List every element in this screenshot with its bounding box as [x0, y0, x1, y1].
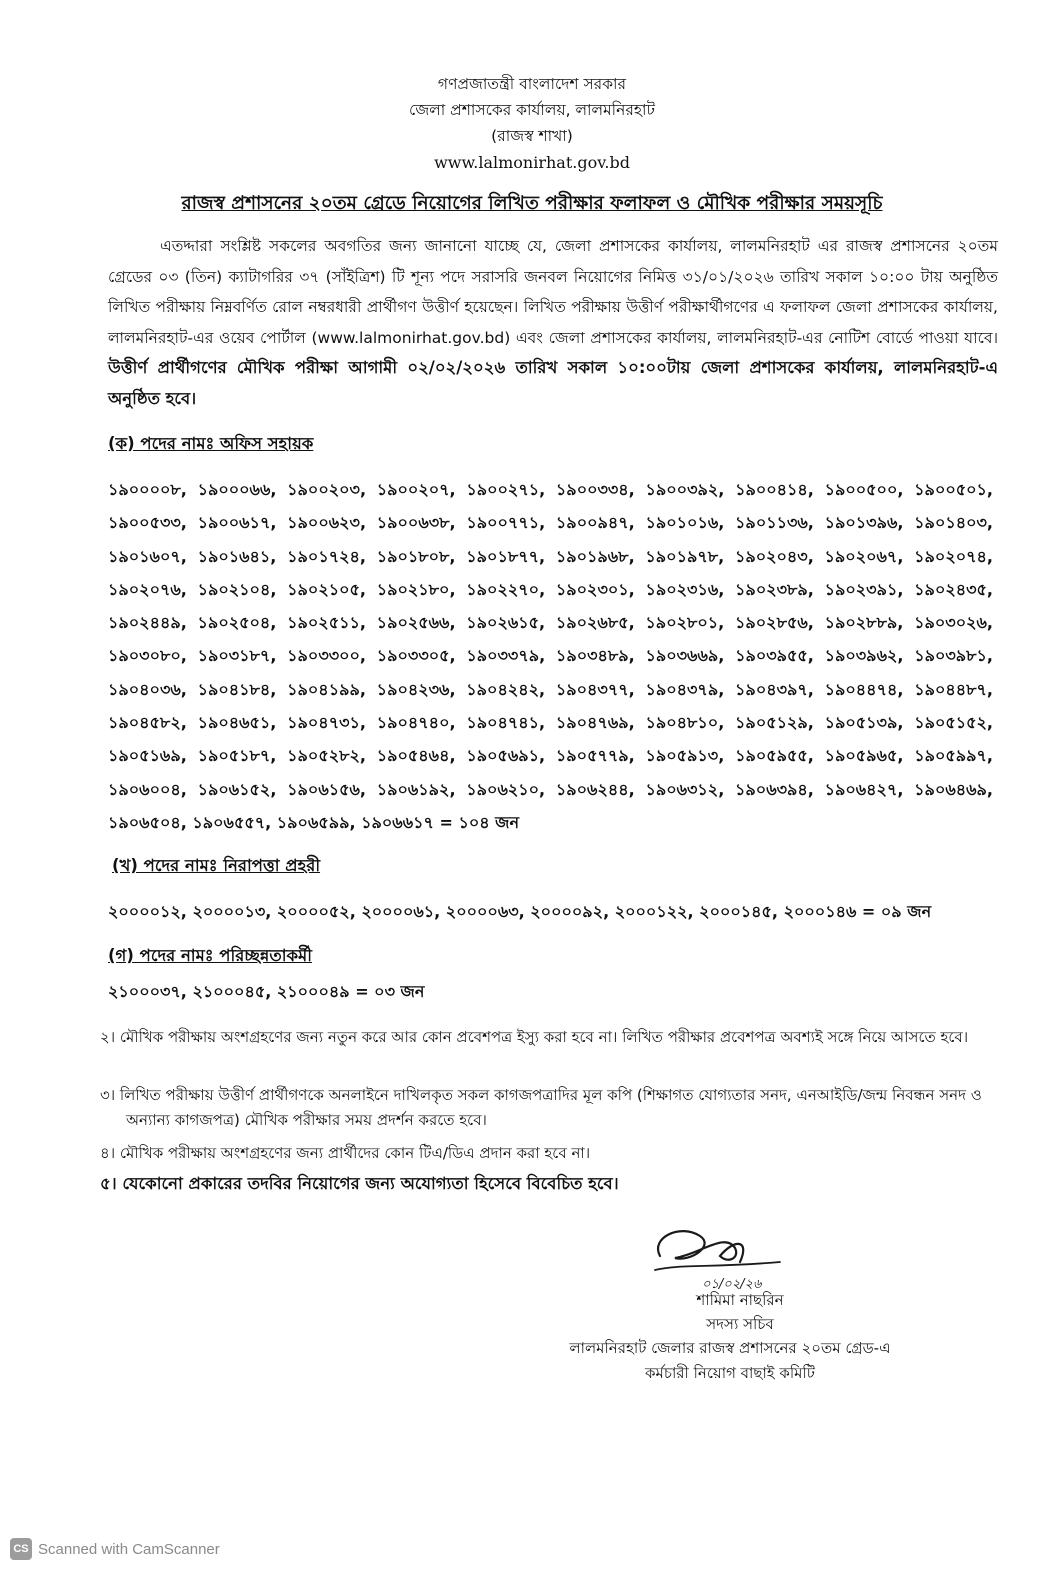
- signatory-name: শামিমা নাছরিন: [696, 1291, 784, 1309]
- note-3: ৩। লিখিত পরীক্ষায় উত্তীর্ণ প্রার্থীগণকে অনলাইনে দাখিলকৃত সকল কাগজপত্রাদির মূল কপি (শিক্ষাগত যোগ্যতার সনদ, এনআইডি/জন্ম নিবন্ধন সনদ ও অন্যান্য কাগজপত্র) মৌখিক পরীক্ষার সময় প্রদর্শন করতে হবে।: [100, 1086, 982, 1129]
- note-4: ৪। মৌখিক পরীক্ষায় অংশগ্রহণের জন্য প্রার্থীদের কোন টিএ/ডিএ প্রদান করা হবে না।: [100, 1144, 591, 1162]
- camscanner-logo-icon: CS: [10, 1538, 32, 1560]
- section-cleaner-heading: (গ) পদের নামঃ পরিচ্ছন্নতাকর্মী: [108, 946, 312, 965]
- committee-line-2: কর্মচারী নিয়োগ বাছাই কমিটি: [645, 1364, 815, 1382]
- intro-paragraph: [108, 231, 998, 414]
- note-2: ২। মৌখিক পরীক্ষায় অংশগ্রহণের জন্য নতুন করে আর কোন প্রবেশপত্র ইস্যু করা হবে না। লিখিত পরীক্ষার প্রবেশপত্র অবশ্যই সঙ্গে নিয়ে আসতে হবে।: [100, 1028, 969, 1046]
- section-security-guard-heading: (খ) পদের নামঃ নিরাপত্তা প্রহরী: [112, 856, 321, 875]
- camscanner-text: Scanned with CamScanner: [38, 1540, 220, 1558]
- section-security-guard-rolls: ২০০০০১২, ২০০০০১৩, ২০০০০৫২, ২০০০০৬১, ২০০০০৬৩, ২০০০০৯২, ২০০০১২২, ২০০০১৪৫, ২০০০১৪৬ = ০৯ জন: [108, 902, 932, 921]
- note-5: ৫। যেকোনো প্রকারের তদবির নিয়োগের জন্য অযোগ্যতা হিসেবে বিবেচিত হবে।: [100, 1174, 619, 1193]
- section-cleaner-rolls: ২১০০০৩৭, ২১০০০৪৫, ২১০০০৪৯ = ০৩ জন: [108, 982, 425, 1001]
- header-branch: (রাজস্ব শাখা): [491, 127, 573, 145]
- intro-text: এতদ্দারা সংশ্লিষ্ট সকলের অবগতির জন্য জানানো যাচ্ছে যে, জেলা প্রশাসকের কার্যালয়, লালমনিরহাট এর রাজস্ব প্রশাসনের ২০তম গ্রেডের ০৩ (তিন) ক্যাটাগরির ৩৭ (সাঁইত্রিশ) টি শূন্য পদে সরাসরি জনবল নিয়োগের নিমিত্ত ৩১/০১/২০২৬ তারিখ সকাল ১০:০০ টায় অনুষ্ঠিত লিখিত পরীক্ষায় নিম্নবর্ণিত রোল নম্বরধারী প্রার্থীগণ উত্তীর্ণ হয়েছেন। লিখিত পরীক্ষায় উত্তীর্ণ পরীক্ষার্থীগণের এ ফলাফল জেলা প্রশাসকের কার্যালয়, লালমনিরহাট-এর ওয়েব পোর্টাল (www.lalmonirhat.gov.bd) এবং জেলা প্রশাসকের কার্যালয়, লালমনিরহাট-এর নোটিশ বোর্ডে পাওয়া যাবে।: [108, 237, 998, 347]
- section-office-assistant-heading: (ক) পদের নামঃ অফিস সহায়ক: [108, 434, 314, 453]
- intro-bold-text: উত্তীর্ণ প্রার্থীগণের মৌখিক পরীক্ষা আগামী ০২/০২/২০২৬ তারিখ সকাল ১০:০০টায় জেলা প্রশাসকের কার্যালয়, লালমনিরহাট-এ অনুষ্ঠিত হবে।: [108, 358, 998, 408]
- committee-line-1: লালমনিরহাট জেলার রাজস্ব প্রশাসনের ২০তম গ্রেড-এ: [569, 1339, 891, 1357]
- notice-title: রাজস্ব প্রশাসনের ২০তম গ্রেডে নিয়োগের লিখিত পরীক্ষার ফলাফল ও মৌখিক পরীক্ষার সময়সূচি: [181, 193, 883, 214]
- header-website: www.lalmonirhat.gov.bd: [434, 153, 630, 172]
- signatory-designation: সদস্য সচিব: [706, 1315, 774, 1333]
- signature-date: ০১/০২/২৬: [702, 1277, 762, 1292]
- header-government: গণপ্রজাতন্ত্রী বাংলাদেশ সরকার: [437, 75, 627, 93]
- section-office-assistant-rolls: ১৯০০০০৮, ১৯০০০৬৬, ১৯০০২০৩, ১৯০০২০৭, ১৯০০২৭১, ১৯০০৩৩৪, ১৯০০৩৯২, ১৯০০৪১৪, ১৯০০৫০০, ১৯০০৫০১, ১৯০০৫৩৩, ১৯০০৬১৭, ১৯০০৬২৩, ১৯০০৬৩৮, ১৯০০৭৭১, ১৯০০৯৪৭, ১৯০১০১৬, ১৯০১১৩৬, ১৯০১৩৯৬, ১৯০১৪০৩, ১৯০১৬০৭, ১৯০১৬৪১, ১৯০১৭২৪, ১৯০১৮০৮, ১৯০১৮৭৭, ১৯০১৯৬৮, ১৯০১৯৭৮, ১৯০২০৪৩, ১৯০২০৬৭, ১৯০২০৭৪, ১৯০২০৭৬, ১৯০২১০৪, ১৯০২১০৫, ১৯০২১৮০, ১৯০২২৭০, ১৯০২৩০১, ১৯০২৩১৬, ১৯০২৩৮৯, ১৯০২৩৯১, ১৯০২৪৩৫, ১৯০২৪৪৯, ১৯০২৫০৪, ১৯০২৫১১, ১৯০২৫৬৬, ১৯০২৬১৫, ১৯০২৬৮৫, ১৯০২৮০১, ১৯০২৮৫৬, ১৯০২৮৮৯, ১৯০৩০২৬, ১৯০৩০৮০, ১৯০৩১৮৭, ১৯০৩৩০০, ১৯০৩৩০৫, ১৯০৩৩৭৯, ১৯০৩৪৮৯, ১৯০৩৬৬৯, ১৯০৩৯৫৫, ১৯০৩৯৬২, ১৯০৩৯৮১, ১৯০৪০৩৬, ১৯০৪১৮৪, ১৯০৪১৯৯, ১৯০৪২৩৬, ১৯০৪২৪২, ১৯০৪৩৭৭, ১৯০৪৩৭৯, ১৯০৪৩৯৭, ১৯০৪৪৭৪, ১৯০৪৪৮৭, ১৯০৪৫৮২, ১৯০৪৬৫১, ১৯০৪৭৩১, ১৯০৪৭৪০, ১৯০৪৭৪১, ১৯০৪৭৬৯, ১৯০৪৮১০, ১৯০৫১২৯, ১৯০৫১৩৯, ১৯০৫১৫২, ১৯০৫১৬৯, ১৯০৫১৮৭, ১৯০৫২৮২, ১৯০৫৪৬৪, ১৯০৫৬৯১, ১৯০৫৭৭৯, ১৯০৫৯১৩, ১৯০৫৯৫৫, ১৯০৫৯৬৫, ১৯০৫৯৯৭, ১৯০৬০০৪, ১৯০৬১৫২, ১৯০৬১৫৬, ১৯০৬১৯২, ১৯০৬২১০, ১৯০৬২৪৪, ১৯০৬৩১২, ১৯০৬৩৯৪, ১৯০৬৪২৭, ১৯০৬৪৬৯, ১৯০৬৫০৪, ১৯০৬৫৫৭, ১৯০৬৫৯৯, ১৯০৬৬১৭ = ১০৪ জন: [108, 480, 993, 832]
- signature-image: [640, 1218, 805, 1298]
- header-office: জেলা প্রশাসকের কার্যালয়, লালমনিরহাট: [409, 101, 655, 119]
- camscanner-watermark: [10, 1536, 220, 1562]
